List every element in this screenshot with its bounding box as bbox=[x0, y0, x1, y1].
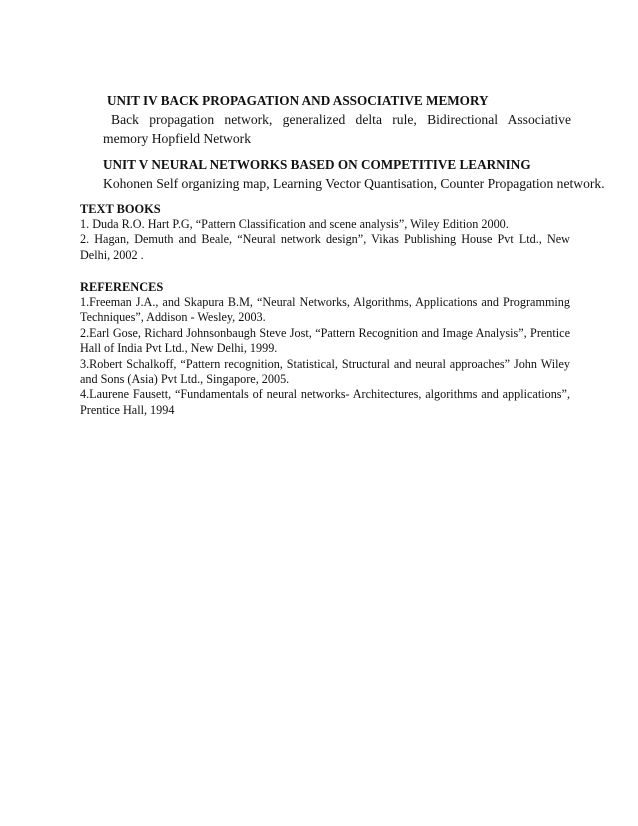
unit-5-body: Kohonen Self organizing map, Learning Vector Quantisation, Counter Propagation network. bbox=[103, 176, 605, 191]
textbooks-section bbox=[80, 202, 570, 263]
unit-4-body: Back propagation network, generalized delta rule, Bidirectional Associative memory Hopfield Network bbox=[103, 112, 571, 146]
textbook-item: 2. Hagan, Demuth and Beale, “Neural network design”, Vikas Publishing House Pvt Ltd., New Delhi, 2002 . bbox=[80, 232, 570, 262]
unit-5-section bbox=[103, 156, 605, 193]
reference-item: 3.Robert Schalkoff, “Pattern recognition, Statistical, Structural and neural approaches” John Wiley and Sons (Asia) Pvt Ltd., Singapore, 2005. bbox=[80, 356, 570, 387]
reference-item: 4.Laurene Fausett, “Fundamentals of neural networks- Architectures, algorithms and applications”, Prentice Hall, 1994 bbox=[80, 387, 570, 417]
unit-5-title: UNIT V NEURAL NETWORKS BASED ON COMPETITIVE LEARNING bbox=[103, 157, 531, 172]
textbook-item: 1. Duda R.O. Hart P.G, “Pattern Classification and scene analysis”, Wiley Edition 2000. bbox=[80, 217, 509, 231]
unit-4-title: UNIT IV BACK PROPAGATION AND ASSOCIATIVE MEMORY bbox=[107, 93, 489, 108]
references-heading: REFERENCES bbox=[80, 280, 164, 294]
textbooks-heading: TEXT BOOKS bbox=[80, 202, 161, 216]
unit-4-section bbox=[103, 92, 571, 148]
reference-item: 2.Earl Gose, Richard Johnsonbaugh Steve Jost, “Pattern Recognition and Image Analysis”, Prentice Hall of India Pvt Ltd., New Delhi, 1999. bbox=[80, 325, 570, 356]
references-section bbox=[80, 280, 570, 418]
textbooks-list bbox=[80, 217, 570, 263]
reference-item: 1.Freeman J.A., and Skapura B.M, “Neural Networks, Algorithms, Applications and Programming Techniques”, Addison - Wesley, 2003. bbox=[80, 295, 570, 325]
references-list bbox=[80, 295, 570, 418]
